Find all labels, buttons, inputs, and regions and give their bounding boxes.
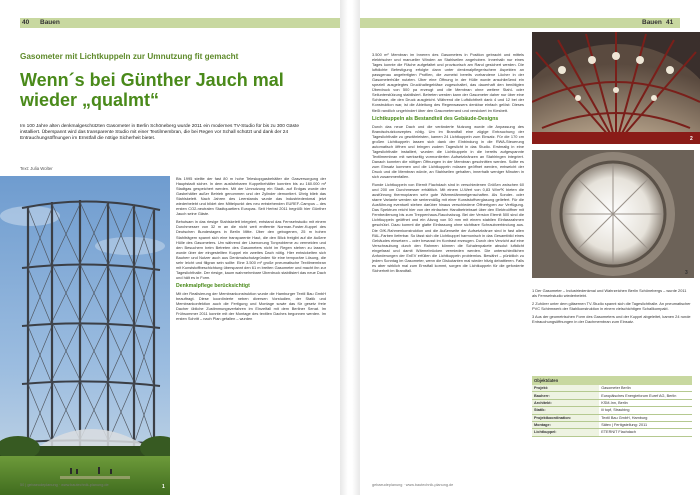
table-row xyxy=(532,421,692,428)
footer: gebaeudeplanung · www.bautechnik-planung.de xyxy=(372,483,454,487)
light-dome-photo xyxy=(532,150,694,278)
body-paragraph: Durch das neue Dach und die veränderte Nutzung wurde die Anpassung des Brandschutzkonzeptes nötig. Um im Brandfall eine zügige Entrauchung der Tageslichthalle zu gewährleisten, kamen 24 Lichtkuppeln zum Einsatz. Für die 170 cm großen Lichtkuppeln lassen sich dank der Einbindung in die RWA-Steuerung automatisch öffnen und bringen zudem Tageslicht in das Studio. Erstmalig in eine Tageslichthalle installiert, wurden die Lichtkuppeln in die bereits aufgespannte Textilmembran mit werkseitig vormontierten Aufsetzkränzen an Stahlringen integriert. Danach konnten die nötigen Öffnungen in der Membran geschnitten werden. Sollte es zum Einsatz kommen und die Lichtkuppeln müssen geöffnet werden, entweicht der Druck und die Membran würde, an Stahlseilen gehalten, innerhalb weniger Minuten in sich zusammenfallen. xyxy=(372,123,524,180)
right-page xyxy=(360,0,700,495)
caption: 3 Aus der geometrischen Form des Gasometers und der Kuppel abgeleitet, kamen 24 runde Entrauchungsöffnungen in der Dachmembran zum Einsatz. xyxy=(532,314,691,324)
table-value: ETERNIT Flachdach xyxy=(599,429,692,436)
gasometer-photo xyxy=(0,176,170,495)
headline: Wenn´s bei Günther Jauch mal wieder „qualmt“ xyxy=(20,70,284,110)
body-paragraph: Behutsam in das riesige Stahlskelett integriert, entstand das Fernsehstudio mit einem Durchmesser von 32 m an die nicht weit entfernte Norman-Foster-Kuppel des Deutschen Bundestages in Berlin Mitte. Über den gebogenen, 25 m hohen Stahlträgern spannt sich eine transparente Haut, die den Blick freigibt auf die äußere Hülle des Gasometers. Um während der Lisenonung Tonprobleme zu vermeiden und den Besuchern beim Betreten des Gasometers nicht im Regen stehen zu lassen, wurde über der eingestellten Kuppel ein zweites Dach nötig. Hier entwickelten sich Bauherr und Nutzer auch aus Denkmalschutzgründen für eine temporäre Lösung, die sehr leicht und filigran sein sollte: Eine 3.500 m² große pneumatische Textilmembran mit Kunststoffbeschichtung überspannt den 61 m breiten Gasometer und macht ihn zur Tageslichthalle. Der riesige, kaum wahrnehmbare Überdruck stabilisiert das neue Dach und hält es in Form. xyxy=(176,219,326,280)
left-page xyxy=(0,0,340,495)
footer: 50 | gebaeudeplanung · www.bautechnik-planung.de xyxy=(20,483,109,487)
table-title: Objektdaten xyxy=(532,376,692,385)
image-number-2: 2 xyxy=(690,136,693,142)
table-row xyxy=(532,385,692,392)
caption: 2 Zuhörer unter dem gläsernen TV-Studio spannt sich die Tageslichthalle. An pneumatischer PVC Schirmwerk der Stahlkonstruktion in einem vielschichtigen Schallkompakt. xyxy=(532,301,691,311)
body-paragraph: 3.500 m² Membran im Inneren des Gasometers in Position gebracht und mittels elektrischer und manueller Winden an Stahlseilen angehoben. Innerhalb nur eines Tages konnte die Fläche aufgefaltet und provisorisch am Rand gesichert werden. Die luftdichte Befestigung erfolgte dann unter denkmalpflegerischem Aspekten an passgenau angefertigten Profilen, die zumeist bereits vorhandene Löcher in der Gasometerhülle nutzten. Über eine Öffnung in der Hülle wurde anschließend ein speziell ausgelegtes Druckhaltegebläse zugeschaltet, das dauerhaft den benötigten Überdruck von 500 pa erzeugt und die Membran ohne weitere Stahl- oder Seilunterstützung stabilisiert. Betreten werden kann der Gasometer daher nur über eine Schleuse, die den Druck ausgleicht. Während die Luftdichtheit dank 4 und 12 bei der Konstruktion war, ist die Ableitung des Regenwassers denkbar einfach gelöst: Dieses fließt randlich ungehindert über den Gasometerrand und versickert im Kiesbett. xyxy=(372,52,524,113)
table-row xyxy=(532,392,692,399)
lead-paragraph: Im 100 Jahre alten denkmalgeschützten Gasometer in Berlin Schöneberg wurde 2011 ein modernes TV-Studio für bis zu 300 Gäste installiert. Überspannt wird das transparente Studio mit einer Textilmembran, die bei Regen vor Schall schützt und dank der 24 Entrauchungsöffnungen im Ernstfall die nötige Sicherheit bietet. xyxy=(20,124,300,142)
page-number: 41 xyxy=(666,19,674,26)
left-body-column xyxy=(176,176,326,324)
table-key: Architekt: xyxy=(532,399,599,406)
table-row xyxy=(532,429,692,436)
table-key: Projekt: xyxy=(532,385,599,392)
spread-gutter xyxy=(340,0,360,495)
table-key: Montage: xyxy=(532,421,599,428)
image-number-1: 1 xyxy=(162,484,165,490)
page-number: 40 xyxy=(22,19,30,26)
captions-block xyxy=(532,288,692,327)
header-bar xyxy=(360,18,680,28)
table-value: KSM-Inn, Berlin xyxy=(599,399,692,406)
byline: Text: Julia Wolter xyxy=(20,166,53,171)
dome-interior-photo xyxy=(532,32,700,144)
table-value: Sätex | Fertigstellung: 2011 xyxy=(599,421,692,428)
right-body-column xyxy=(372,52,524,276)
header-bar xyxy=(20,18,340,28)
caption: 1 Der Gasometer – Industriedenkmal und Wahrzeichen Berlin Schönebergs – wurde 2011 als Fernsehstudio wiederbelebt. xyxy=(532,288,687,298)
table-value: Gasometer Berlin xyxy=(599,385,692,392)
body-paragraph: Mit der Realisierung der Membrankonstruktion wurde die Hamburger Textil Bau GmbH beauftragt. Diese koordinierte neben diversen Vorstudien, der Statik und Membrankonfektion auch die Fertigung und Montage sowie das für gesetz freie Dacher übliche Zustimmungsverfahren im Einzelfall mit dem Berliner Senat. Im Frühsommer 2011 konnte mit der Montage des textilen Daches begonnen werden. Im ersten Schritt – nach Plan gefallen – wurden xyxy=(176,290,326,322)
section-label: Bauen xyxy=(40,19,60,26)
kicker: Gasometer mit Lichtkuppeln zur Umnutzung fit gemacht xyxy=(20,52,239,61)
subhead-lichtkuppeln: Lichtkuppeln als Bestandteil des Gebäude-Designs xyxy=(372,115,499,122)
body-paragraph: Bis 1995 stellte der fast 80 m hohe Teleskopgasbehälter die Gasversorgung der Hauptstadt sicher. In dem ausfahrbaren Kuppelbehälter konnten bis zu 160.000 m³ Stadtgas gespeichert werden. Mit der Umnutzung ein Stadt- auf Erdgas wurde der Gasbehälter außer Betrieb genommen und der Zylinder demontiert. Übrig blieb das Stahlskelett. Nach Jahren des Leerstands wurde das Industriedenkmal jetzt wiederbelebt und bildet den Mittelpunkt des neu entstehenden EUREF-Campus – des ersten CO2-neutralen Stadtquartiers Europas. Seit Herbst 2011 begrüßt hier Günther Jauch seine Gäste. xyxy=(176,176,326,217)
subhead-denkmalpflege: Denkmalpflege berücksichtigt xyxy=(176,282,250,289)
table-value: Europäisches Energieforum Euref AG, Berlin xyxy=(599,392,692,399)
image-number-3: 3 xyxy=(685,270,688,276)
body-paragraph: Runde Lichtkuppeln von Eternit Flachdach sind in verschiedenen Größen zwischen 60 und 200 cm Durchmesser erhältlich. Mit einem U-Wert von 0,83 W/m²K bieten die ausführung thermoplanen sehr gute Wärmedämmeigenschaften. Als Sonder- oder starre Variante werden sie serienmäßig mit einer Kunststoffverglasung geliefert. Für die Ausführung eventuell stehen darüber hinaus verschiedene Öffnertypen zur Verfügung. Das Spektrum reicht hier von der einfachen Handbetriebsart über den Elektroöffner mit Fernbedienung bis zum Treppenhaus-Rauchabzug. Bei der Version Eternit 500 sind die Lichtkuppeln geöffnet und ein Abzug von 50 mm mit einem stabilen Einfassrahmen geschützt. Dazu kommt die glatte Einfassung ohne sichtbare Schraubverbindung aus. Die GfK-Rahmenkonstruktion und die Außenseite der Aufsetzkränze sind in fast allen RAL-Farben lieferbar. So lässt sich die Lichtkuppel harmonisch in das Gesamtbild eines Gebäudes einsetzen – oder bewusst im Kontrast erzeugen. Durch den Verzicht auf eine Verschraubung durch den Rahmen können die Schalenpakete absolut luftdicht eingefasst und damit Wärmebrücken vermieden werden. Die unterschiedlichen Anforderungen der EnEV erfüllen die Lichtkuppeln problemlos. Bewährt – pünktlich zu jedem Sonntag im Gasometer, wenn die Diskutanten mal wieder hitzig debattieren. Falls es aber wirklich mal zum Ernstfall kommt, sorgen die Lichtkuppeln für die geforderte Sicherheit im Brandfall. xyxy=(372,182,524,273)
table-key: Lichtkuppel: xyxy=(532,429,599,436)
table-row xyxy=(532,407,692,414)
object-data-table xyxy=(532,376,692,437)
section-label: Bauen xyxy=(642,19,662,26)
table-key: Bauherr: xyxy=(532,392,599,399)
table-key: Statik: xyxy=(532,407,599,414)
table-row xyxy=(532,399,692,406)
table-key: Projektkoordination: xyxy=(532,414,599,421)
table-value: Textil Bau GmbH, Hamburg xyxy=(599,414,692,421)
table-row xyxy=(532,414,692,421)
table-value: iii topf, Straubing xyxy=(599,407,692,414)
